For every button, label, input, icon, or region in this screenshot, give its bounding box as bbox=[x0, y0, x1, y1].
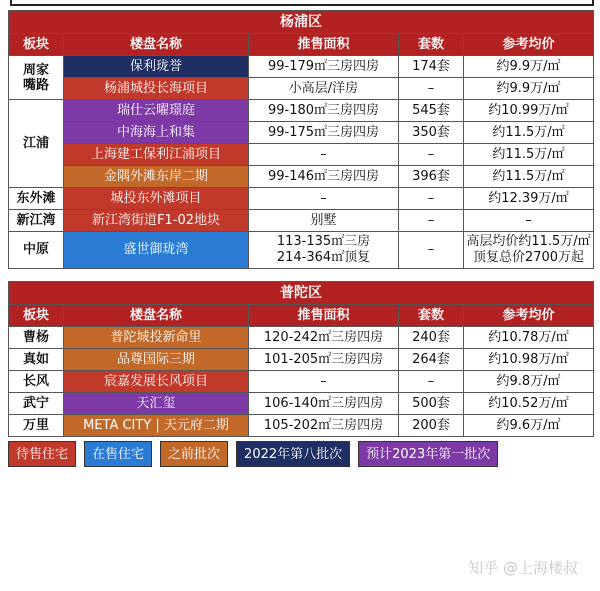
block-cell: 东外滩 bbox=[9, 188, 64, 210]
table-row bbox=[9, 188, 594, 210]
legend-item-2022-batch8: 2022年第八批次 bbox=[236, 441, 350, 467]
units-cell: – bbox=[399, 188, 464, 210]
table-row bbox=[9, 349, 594, 371]
area-cell: 99-180㎡三房四房 bbox=[249, 100, 399, 122]
units-cell: – bbox=[399, 78, 464, 100]
units-cell: 264套 bbox=[399, 349, 464, 371]
header-units: 套数 bbox=[399, 34, 464, 56]
yangpu-table bbox=[8, 10, 594, 269]
units-cell: – bbox=[399, 144, 464, 166]
area-cell bbox=[249, 232, 399, 269]
table-row bbox=[9, 415, 594, 437]
legend-item-pending: 待售住宅 bbox=[8, 441, 76, 467]
price-cell: – bbox=[464, 210, 594, 232]
units-cell: 200套 bbox=[399, 415, 464, 437]
area-cell: 99-146㎡三房四房 bbox=[249, 166, 399, 188]
area-cell: – bbox=[249, 371, 399, 393]
header-block: 板块 bbox=[9, 34, 64, 56]
price-line-2: 顶复总价2700万起 bbox=[472, 250, 585, 265]
area-line-2: 214-364㎡顶复 bbox=[276, 250, 371, 265]
header-area: 推售面积 bbox=[249, 34, 399, 56]
block-cell: 周家 嘴路 bbox=[9, 56, 64, 100]
project-name: 宸嘉发展长风项目 bbox=[64, 371, 249, 393]
project-name: 盛世御珑湾 bbox=[64, 232, 249, 269]
table-row bbox=[9, 56, 594, 78]
table-row bbox=[9, 122, 594, 144]
project-name: META CITY | 天元府二期 bbox=[64, 415, 249, 437]
header-price: 参考均价 bbox=[464, 34, 594, 56]
putuo-title: 普陀区 bbox=[9, 282, 594, 305]
table-row bbox=[9, 327, 594, 349]
legend-item-previous: 之前批次 bbox=[160, 441, 228, 467]
block-cell: 真如 bbox=[9, 349, 64, 371]
table-row bbox=[9, 393, 594, 415]
project-name: 天汇玺 bbox=[64, 393, 249, 415]
price-cell: 约9.6万/㎡ bbox=[464, 415, 594, 437]
header-block: 板块 bbox=[9, 305, 64, 327]
units-cell: 350套 bbox=[399, 122, 464, 144]
block-cell: 中原 bbox=[9, 232, 64, 269]
price-cell: 约10.99万/㎡ bbox=[464, 100, 594, 122]
table-row bbox=[9, 232, 594, 269]
table-row bbox=[9, 210, 594, 232]
header-name: 楼盘名称 bbox=[64, 34, 249, 56]
block-cell: 曹杨 bbox=[9, 327, 64, 349]
price-cell: 约11.5万/㎡ bbox=[464, 144, 594, 166]
table-row bbox=[9, 78, 594, 100]
area-line-1: 113-135㎡三房 bbox=[276, 234, 371, 249]
block-cell: 万里 bbox=[9, 415, 64, 437]
watermark: 知乎 @上海楼叔 bbox=[468, 559, 578, 577]
block-cell: 新江湾 bbox=[9, 210, 64, 232]
units-cell: – bbox=[399, 210, 464, 232]
area-cell: 99-175㎡三房四房 bbox=[249, 122, 399, 144]
price-cell: 约9.9万/㎡ bbox=[464, 56, 594, 78]
price-cell: 约9.9万/㎡ bbox=[464, 78, 594, 100]
area-cell: 101-205㎡三房四房 bbox=[249, 349, 399, 371]
project-name: 保利珑誉 bbox=[64, 56, 249, 78]
block-cell: 长风 bbox=[9, 371, 64, 393]
putuo-table bbox=[8, 281, 594, 437]
header-name: 楼盘名称 bbox=[64, 305, 249, 327]
project-name: 城投东外滩项目 bbox=[64, 188, 249, 210]
area-cell: 小高层/洋房 bbox=[249, 78, 399, 100]
price-cell bbox=[464, 232, 594, 269]
units-cell: 174套 bbox=[399, 56, 464, 78]
price-cell: 约11.5万/㎡ bbox=[464, 122, 594, 144]
units-cell: 500套 bbox=[399, 393, 464, 415]
price-line-1: 高层均价约11.5万/㎡ bbox=[466, 234, 591, 249]
project-name: 上海建工保利江浦项目 bbox=[64, 144, 249, 166]
units-cell: – bbox=[399, 371, 464, 393]
units-cell: 240套 bbox=[399, 327, 464, 349]
area-cell: – bbox=[249, 144, 399, 166]
table-row bbox=[9, 100, 594, 122]
block-cell: 武宁 bbox=[9, 393, 64, 415]
price-cell: 约9.8万/㎡ bbox=[464, 371, 594, 393]
yangpu-title: 杨浦区 bbox=[9, 11, 594, 34]
header-price: 参考均价 bbox=[464, 305, 594, 327]
units-cell: – bbox=[399, 232, 464, 269]
table-row bbox=[9, 144, 594, 166]
header-units: 套数 bbox=[399, 305, 464, 327]
area-cell: 别墅 bbox=[249, 210, 399, 232]
price-cell: 约10.98万/㎡ bbox=[464, 349, 594, 371]
area-cell: 120-242㎡三房四房 bbox=[249, 327, 399, 349]
legend-item-on-sale: 在售住宅 bbox=[84, 441, 152, 467]
units-cell: 545套 bbox=[399, 100, 464, 122]
project-name: 普陀城投新命里 bbox=[64, 327, 249, 349]
price-cell: 约12.39万/㎡ bbox=[464, 188, 594, 210]
project-name: 品尊国际三期 bbox=[64, 349, 249, 371]
area-cell: 105-202㎡三房四房 bbox=[249, 415, 399, 437]
block-cell: 江浦 bbox=[9, 100, 64, 188]
project-name: 新江湾街道F1-02地块 bbox=[64, 210, 249, 232]
table-row bbox=[9, 371, 594, 393]
table-row bbox=[9, 166, 594, 188]
project-name: 金隅外滩东岸二期 bbox=[64, 166, 249, 188]
top-frame-edge bbox=[10, 0, 594, 6]
units-cell: 396套 bbox=[399, 166, 464, 188]
project-name: 中海海上和集 bbox=[64, 122, 249, 144]
legend-item-2023-batch1: 预计2023年第一批次 bbox=[358, 441, 498, 467]
area-cell: – bbox=[249, 188, 399, 210]
area-cell: 106-140㎡三房四房 bbox=[249, 393, 399, 415]
price-cell: 约10.78万/㎡ bbox=[464, 327, 594, 349]
project-name: 杨浦城投长海项目 bbox=[64, 78, 249, 100]
price-cell: 约11.5万/㎡ bbox=[464, 166, 594, 188]
area-cell: 99-179㎡三房四房 bbox=[249, 56, 399, 78]
legend bbox=[8, 441, 498, 467]
project-name: 瑞仕云曜璟庭 bbox=[64, 100, 249, 122]
price-cell: 约10.52万/㎡ bbox=[464, 393, 594, 415]
header-area: 推售面积 bbox=[249, 305, 399, 327]
